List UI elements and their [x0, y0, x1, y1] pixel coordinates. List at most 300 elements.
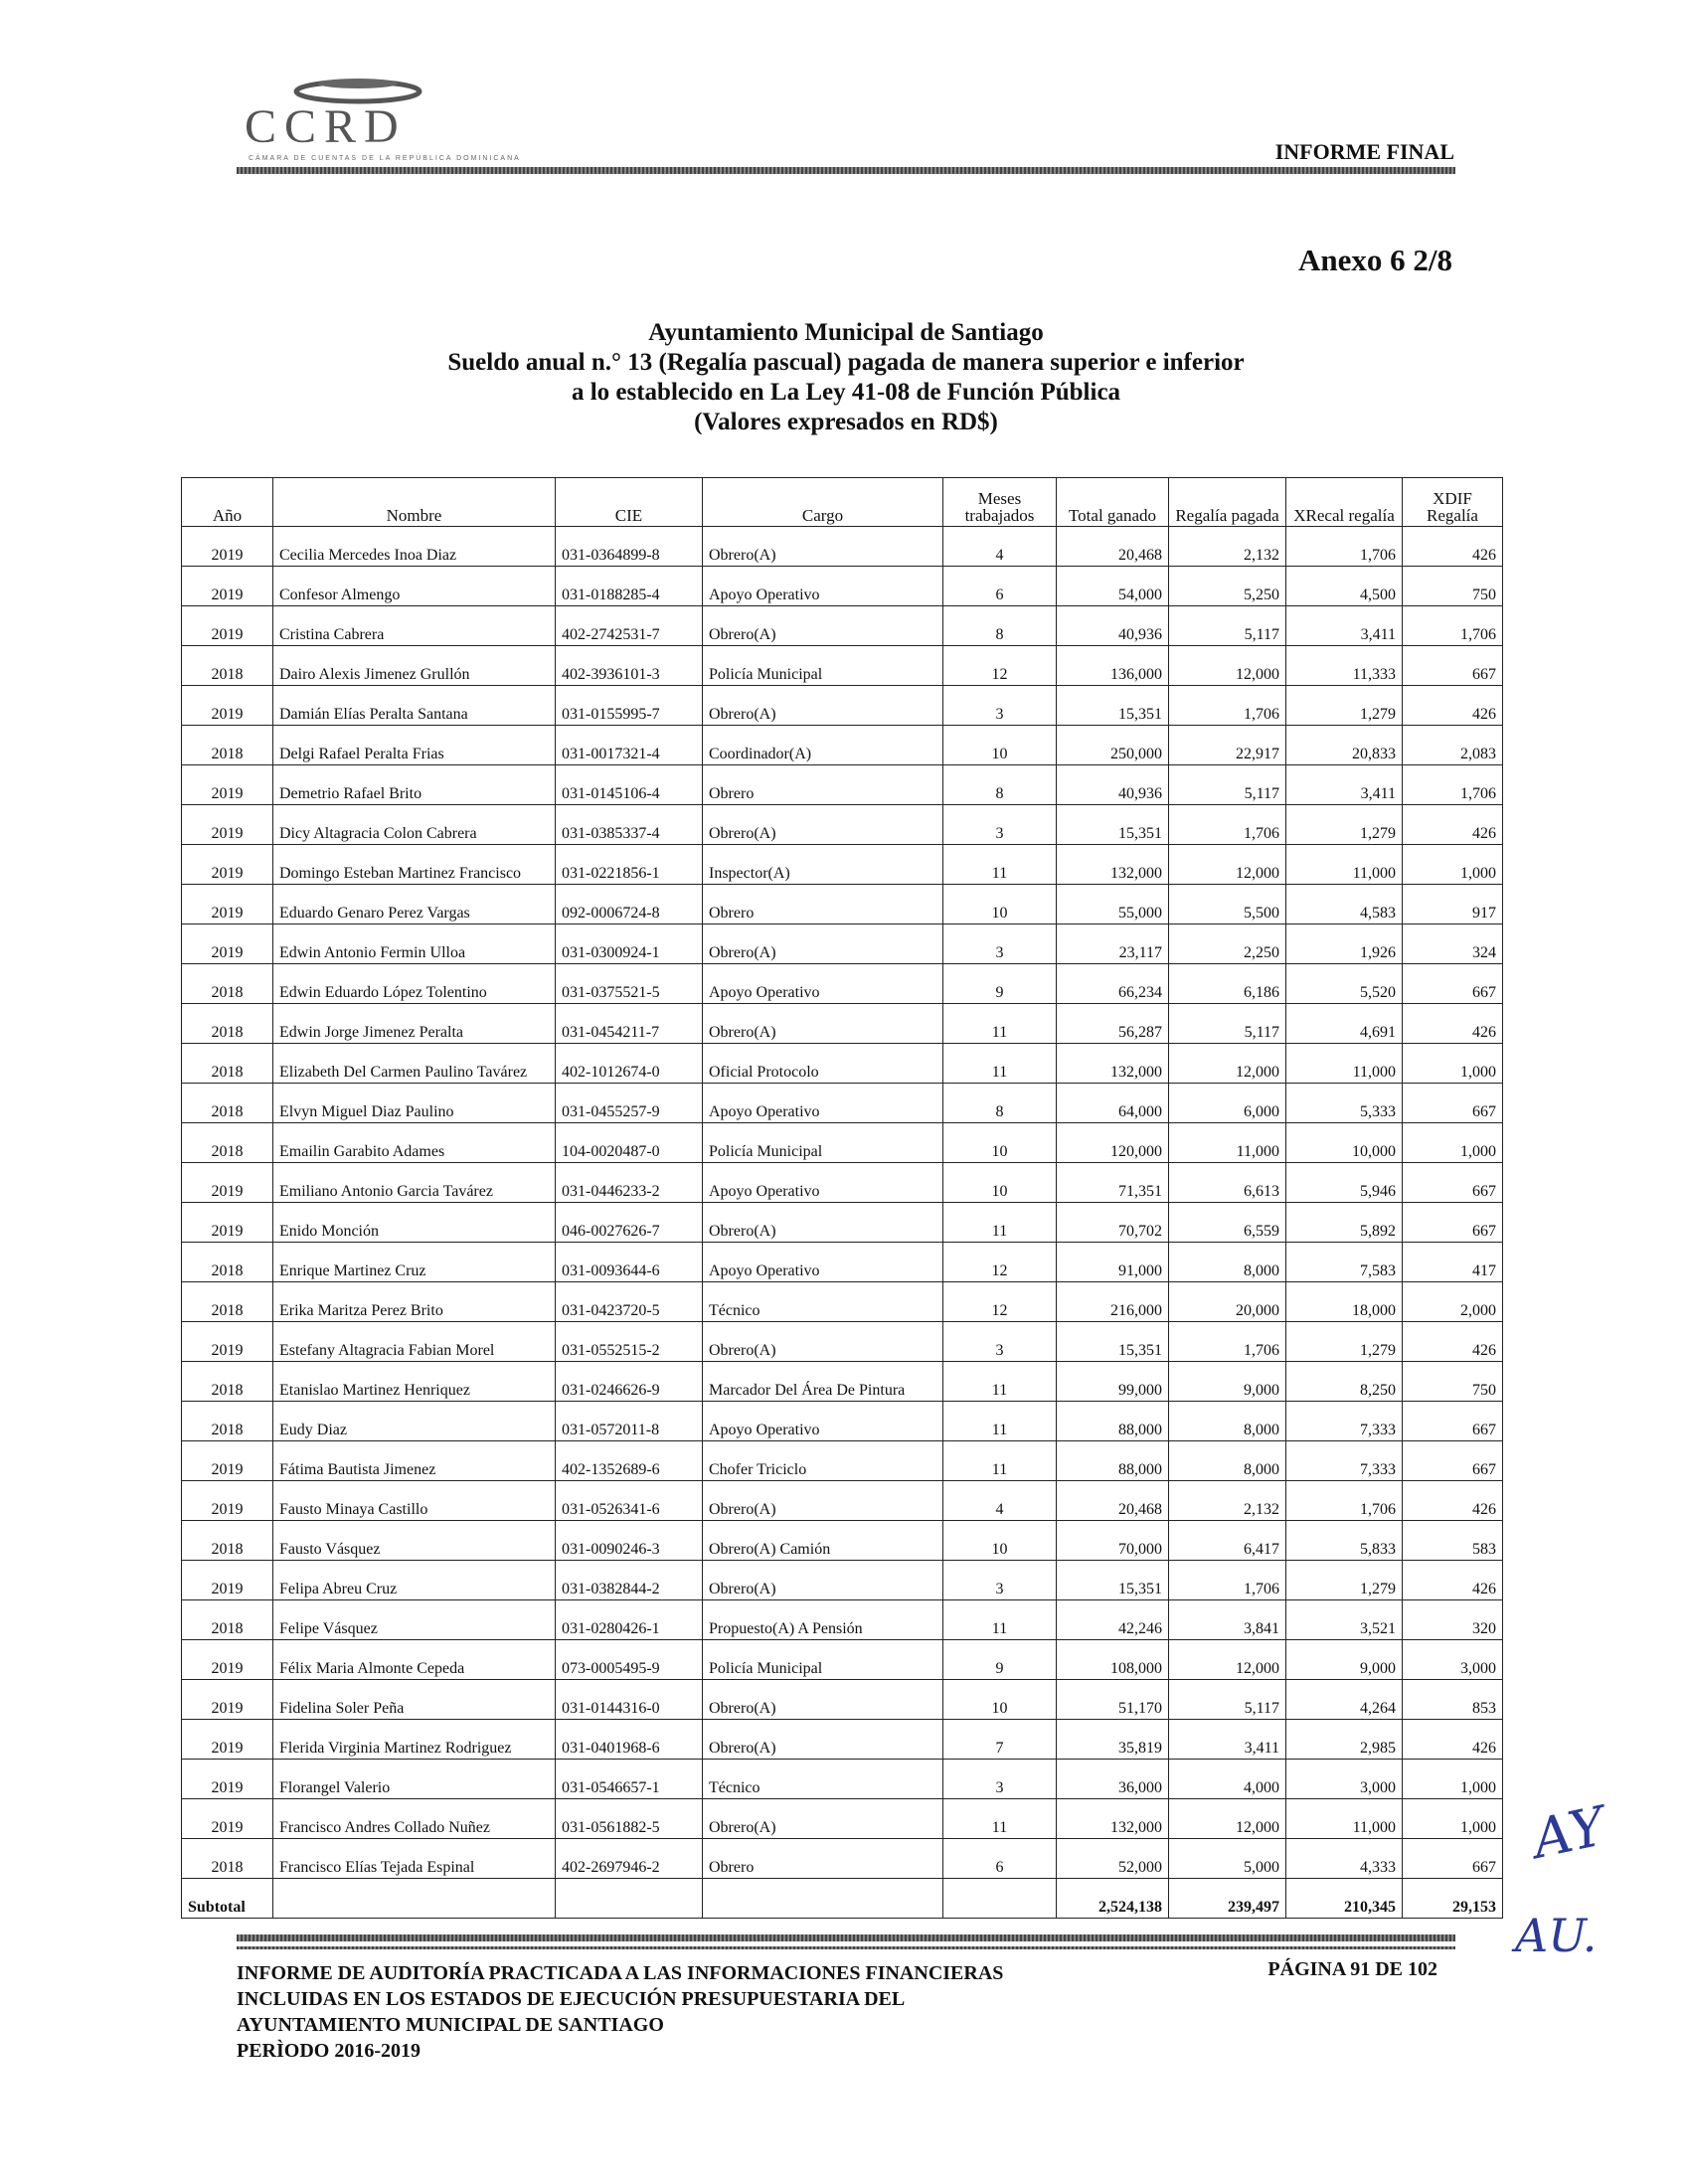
name-cell: Flerida Virginia Martinez Rodriguez	[273, 1720, 556, 1760]
months-cell: 8	[943, 765, 1057, 805]
footer-line: INCLUIDAS EN LOS ESTADOS DE EJECUCIÓN PRESUPUESTARIA DEL	[237, 1988, 906, 2010]
subtotal-xdif: 29,153	[1403, 1879, 1503, 1919]
footer-rule	[237, 1934, 1455, 1941]
xdif-cell: 667	[1403, 646, 1503, 686]
cargo-cell: Obrero	[703, 885, 943, 924]
xrecal-cell: 1,706	[1286, 1481, 1403, 1521]
table-row	[182, 1839, 1503, 1879]
total-ganado-cell: 88,000	[1057, 1402, 1169, 1441]
table-row	[182, 1044, 1503, 1084]
name-cell: Etanislao Martinez Henriquez	[273, 1362, 556, 1402]
cargo-cell: Técnico	[703, 1282, 943, 1322]
table-row	[182, 1481, 1503, 1521]
cargo-cell: Obrero(A)	[703, 1680, 943, 1720]
months-cell: 7	[943, 1720, 1057, 1760]
months-cell: 11	[943, 1044, 1057, 1084]
year-cell: 2019	[182, 1760, 273, 1799]
total-ganado-cell: 15,351	[1057, 1561, 1169, 1600]
months-cell: 11	[943, 1362, 1057, 1402]
name-cell: Edwin Antonio Fermin Ulloa	[273, 924, 556, 964]
col-header: Regalía pagada	[1169, 478, 1286, 527]
cie-cell: 031-0552515-2	[556, 1322, 703, 1362]
xrecal-cell: 4,333	[1286, 1839, 1403, 1879]
months-cell: 12	[943, 646, 1057, 686]
name-cell: Enrique Martinez Cruz	[273, 1243, 556, 1282]
xdif-cell: 1,000	[1403, 1044, 1503, 1084]
name-cell: Florangel Valerio	[273, 1760, 556, 1799]
cie-cell: 031-0093644-6	[556, 1243, 703, 1282]
xdif-cell: 1,000	[1403, 845, 1503, 885]
xrecal-cell: 5,520	[1286, 964, 1403, 1004]
col-header: CIE	[556, 478, 703, 527]
regalia-pagada-cell: 6,613	[1169, 1163, 1286, 1203]
total-ganado-cell: 15,351	[1057, 805, 1169, 845]
total-ganado-cell: 136,000	[1057, 646, 1169, 686]
total-ganado-cell: 70,702	[1057, 1203, 1169, 1243]
year-cell: 2019	[182, 1163, 273, 1203]
year-cell: 2019	[182, 845, 273, 885]
year-cell: 2019	[182, 1799, 273, 1839]
regalia-pagada-cell: 2,132	[1169, 527, 1286, 567]
name-cell: Fausto Vásquez	[273, 1521, 556, 1561]
cargo-cell: Policía Municipal	[703, 1123, 943, 1163]
table-row	[182, 1163, 1503, 1203]
xdif-cell: 320	[1403, 1600, 1503, 1640]
name-cell: Cecilia Mercedes Inoa Diaz	[273, 527, 556, 567]
table-row	[182, 606, 1503, 646]
year-cell: 2018	[182, 1600, 273, 1640]
cie-cell: 031-0144316-0	[556, 1680, 703, 1720]
cie-cell: 031-0423720-5	[556, 1282, 703, 1322]
col-header: Meses trabajados	[943, 478, 1057, 527]
table-row	[182, 1123, 1503, 1163]
total-ganado-cell: 15,351	[1057, 686, 1169, 726]
months-cell: 11	[943, 1441, 1057, 1481]
col-header: Total ganado	[1057, 478, 1169, 527]
col-header: XDIF Regalía	[1403, 478, 1503, 527]
table-row	[182, 1004, 1503, 1044]
table-row	[182, 765, 1503, 805]
table-row	[182, 805, 1503, 845]
table-row	[182, 646, 1503, 686]
name-cell: Demetrio Rafael Brito	[273, 765, 556, 805]
title-line: Sueldo anual n.° 13 (Regalía pascual) pagada de manera superior e inferior	[447, 349, 1245, 376]
table-row	[182, 1084, 1503, 1123]
months-cell: 11	[943, 845, 1057, 885]
col-header: Nombre	[273, 478, 556, 527]
xrecal-cell: 4,500	[1286, 567, 1403, 606]
footer-rule-thin	[237, 1946, 1455, 1949]
months-cell: 10	[943, 726, 1057, 765]
table-row	[182, 1680, 1503, 1720]
col-header: Cargo	[703, 478, 943, 527]
regalia-pagada-cell: 11,000	[1169, 1123, 1286, 1163]
total-ganado-cell: 36,000	[1057, 1760, 1169, 1799]
subtotal-xrecal: 210,345	[1286, 1879, 1403, 1919]
logo-text: CCRD	[245, 100, 407, 153]
regalia-pagada-cell: 12,000	[1169, 1044, 1286, 1084]
year-cell: 2018	[182, 1123, 273, 1163]
months-cell: 11	[943, 1600, 1057, 1640]
xrecal-cell: 7,333	[1286, 1441, 1403, 1481]
regalia-pagada-cell: 12,000	[1169, 845, 1286, 885]
table-row	[182, 1203, 1503, 1243]
xrecal-cell: 4,691	[1286, 1004, 1403, 1044]
cargo-cell: Inspector(A)	[703, 845, 943, 885]
xrecal-cell: 3,411	[1286, 606, 1403, 646]
cie-cell: 031-0382844-2	[556, 1561, 703, 1600]
cargo-cell: Obrero(A)	[703, 1561, 943, 1600]
table-row	[182, 1282, 1503, 1322]
cargo-cell: Apoyo Operativo	[703, 1084, 943, 1123]
cie-cell: 031-0364899-8	[556, 527, 703, 567]
year-cell: 2019	[182, 686, 273, 726]
regalia-pagada-cell: 6,186	[1169, 964, 1286, 1004]
xdif-cell: 917	[1403, 885, 1503, 924]
xdif-cell: 1,000	[1403, 1799, 1503, 1839]
cie-cell: 402-1352689-6	[556, 1441, 703, 1481]
xdif-cell: 426	[1403, 1720, 1503, 1760]
xrecal-cell: 1,706	[1286, 527, 1403, 567]
table-row	[182, 885, 1503, 924]
year-cell: 2018	[182, 1004, 273, 1044]
months-cell: 8	[943, 606, 1057, 646]
months-cell: 10	[943, 1521, 1057, 1561]
table-row	[182, 527, 1503, 567]
table-row	[182, 1799, 1503, 1839]
salary-table	[181, 477, 1503, 1919]
xdif-cell: 426	[1403, 1561, 1503, 1600]
regalia-pagada-cell: 6,559	[1169, 1203, 1286, 1243]
xrecal-cell: 3,521	[1286, 1600, 1403, 1640]
cargo-cell: Apoyo Operativo	[703, 1243, 943, 1282]
year-cell: 2019	[182, 805, 273, 845]
name-cell: Felipa Abreu Cruz	[273, 1561, 556, 1600]
year-cell: 2018	[182, 1362, 273, 1402]
logo-subtitle: CÁMARA DE CUENTAS DE LA REPÚBLICA DOMINICANA	[249, 155, 521, 162]
months-cell: 10	[943, 1163, 1057, 1203]
name-cell: Delgi Rafael Peralta Frias	[273, 726, 556, 765]
regalia-pagada-cell: 9,000	[1169, 1362, 1286, 1402]
cie-cell: 402-3936101-3	[556, 646, 703, 686]
footer-line: PERÌODO 2016-2019	[237, 2040, 421, 2062]
months-cell: 3	[943, 924, 1057, 964]
year-cell: 2018	[182, 726, 273, 765]
total-ganado-cell: 216,000	[1057, 1282, 1169, 1322]
name-cell: Felipe Vásquez	[273, 1600, 556, 1640]
footer-line: AYUNTAMIENTO MUNICIPAL DE SANTIAGO	[237, 2014, 664, 2036]
year-cell: 2019	[182, 1561, 273, 1600]
xdif-cell: 853	[1403, 1680, 1503, 1720]
total-ganado-cell: 20,468	[1057, 527, 1169, 567]
cargo-cell: Oficial Protocolo	[703, 1044, 943, 1084]
cie-cell: 031-0572011-8	[556, 1402, 703, 1441]
xrecal-cell: 1,279	[1286, 1322, 1403, 1362]
cargo-cell: Obrero(A)	[703, 686, 943, 726]
cargo-cell: Propuesto(A) A Pensión	[703, 1600, 943, 1640]
cargo-cell: Obrero(A)	[703, 1004, 943, 1044]
cargo-cell: Técnico	[703, 1760, 943, 1799]
table-row	[182, 1441, 1503, 1481]
regalia-pagada-cell: 6,000	[1169, 1084, 1286, 1123]
total-ganado-cell: 20,468	[1057, 1481, 1169, 1521]
cargo-cell: Coordinador(A)	[703, 726, 943, 765]
total-ganado-cell: 15,351	[1057, 1322, 1169, 1362]
handwritten-initials: AU.	[1515, 1909, 1598, 1962]
xrecal-cell: 11,000	[1286, 1044, 1403, 1084]
cie-cell: 031-0188285-4	[556, 567, 703, 606]
xdif-cell: 426	[1403, 1004, 1503, 1044]
page-number: PÁGINA 91 DE 102	[1267, 1958, 1437, 1980]
cie-cell: 031-0155995-7	[556, 686, 703, 726]
total-ganado-cell: 99,000	[1057, 1362, 1169, 1402]
xdif-cell: 750	[1403, 1362, 1503, 1402]
xdif-cell: 1,000	[1403, 1760, 1503, 1799]
regalia-pagada-cell: 2,250	[1169, 924, 1286, 964]
total-ganado-cell: 91,000	[1057, 1243, 1169, 1282]
table-row	[182, 1760, 1503, 1799]
xdif-cell: 3,000	[1403, 1640, 1503, 1680]
xdif-cell: 1,706	[1403, 765, 1503, 805]
table-row	[182, 1561, 1503, 1600]
table-row	[182, 1521, 1503, 1561]
regalia-pagada-cell: 1,706	[1169, 1322, 1286, 1362]
cie-cell: 031-0300924-1	[556, 924, 703, 964]
ccrd-logo	[239, 70, 521, 169]
year-cell: 2019	[182, 527, 273, 567]
name-cell: Enido Monción	[273, 1203, 556, 1243]
table-row	[182, 845, 1503, 885]
total-ganado-cell: 120,000	[1057, 1123, 1169, 1163]
regalia-pagada-cell: 8,000	[1169, 1243, 1286, 1282]
year-cell: 2018	[182, 964, 273, 1004]
table-header-row	[182, 478, 1503, 527]
regalia-pagada-cell: 22,917	[1169, 726, 1286, 765]
year-cell: 2019	[182, 606, 273, 646]
cie-cell: 031-0561882-5	[556, 1799, 703, 1839]
regalia-pagada-cell: 2,132	[1169, 1481, 1286, 1521]
cie-cell: 031-0017321-4	[556, 726, 703, 765]
year-cell: 2018	[182, 1521, 273, 1561]
xdif-cell: 426	[1403, 1322, 1503, 1362]
subtotal-label: Subtotal	[182, 1879, 273, 1919]
months-cell: 10	[943, 1680, 1057, 1720]
name-cell: Eudy Diaz	[273, 1402, 556, 1441]
cie-cell: 031-0375521-5	[556, 964, 703, 1004]
name-cell: Eduardo Genaro Perez Vargas	[273, 885, 556, 924]
months-cell: 10	[943, 1123, 1057, 1163]
total-ganado-cell: 250,000	[1057, 726, 1169, 765]
table-row	[182, 1600, 1503, 1640]
cargo-cell: Obrero(A)	[703, 1799, 943, 1839]
regalia-pagada-cell: 1,706	[1169, 1561, 1286, 1600]
months-cell: 3	[943, 1561, 1057, 1600]
xdif-cell: 2,000	[1403, 1282, 1503, 1322]
xrecal-cell: 2,985	[1286, 1720, 1403, 1760]
cie-cell: 031-0221856-1	[556, 845, 703, 885]
xrecal-cell: 10,000	[1286, 1123, 1403, 1163]
table-row	[182, 1720, 1503, 1760]
footer-line: INFORME DE AUDITORÍA PRACTICADA A LAS INFORMACIONES FINANCIERAS	[237, 1962, 1004, 1984]
xdif-cell: 1,706	[1403, 606, 1503, 646]
cargo-cell: Obrero(A) Camión	[703, 1521, 943, 1561]
total-ganado-cell: 35,819	[1057, 1720, 1169, 1760]
xrecal-cell: 3,000	[1286, 1760, 1403, 1799]
footer-text	[237, 1960, 1003, 2064]
total-ganado-cell: 132,000	[1057, 1044, 1169, 1084]
name-cell: Dairo Alexis Jimenez Grullón	[273, 646, 556, 686]
xrecal-cell: 5,892	[1286, 1203, 1403, 1243]
subtotal-regalia-pagada: 239,497	[1169, 1879, 1286, 1919]
cie-cell: 031-0246626-9	[556, 1362, 703, 1402]
table-row	[182, 567, 1503, 606]
months-cell: 8	[943, 1084, 1057, 1123]
cargo-cell: Apoyo Operativo	[703, 964, 943, 1004]
regalia-pagada-cell: 1,706	[1169, 686, 1286, 726]
table-row	[182, 726, 1503, 765]
total-ganado-cell: 88,000	[1057, 1441, 1169, 1481]
regalia-pagada-cell: 5,117	[1169, 1004, 1286, 1044]
year-cell: 2018	[182, 1839, 273, 1879]
name-cell: Estefany Altagracia Fabian Morel	[273, 1322, 556, 1362]
regalia-pagada-cell: 8,000	[1169, 1441, 1286, 1481]
name-cell: Dicy Altagracia Colon Cabrera	[273, 805, 556, 845]
xrecal-cell: 7,583	[1286, 1243, 1403, 1282]
months-cell: 9	[943, 964, 1057, 1004]
name-cell: Francisco Andres Collado Nuñez	[273, 1799, 556, 1839]
xdif-cell: 667	[1403, 1441, 1503, 1481]
cargo-cell: Obrero(A)	[703, 805, 943, 845]
xdif-cell: 583	[1403, 1521, 1503, 1561]
xdif-cell: 750	[1403, 567, 1503, 606]
cargo-cell: Obrero(A)	[703, 1322, 943, 1362]
cie-cell: 092-0006724-8	[556, 885, 703, 924]
col-header: Año	[182, 478, 273, 527]
xdif-cell: 426	[1403, 1481, 1503, 1521]
months-cell: 3	[943, 805, 1057, 845]
col-header: XRecal regalía	[1286, 478, 1403, 527]
xdif-cell: 667	[1403, 1084, 1503, 1123]
total-ganado-cell: 64,000	[1057, 1084, 1169, 1123]
document-titles	[237, 318, 1455, 437]
cargo-cell: Apoyo Operativo	[703, 1402, 943, 1441]
regalia-pagada-cell: 5,500	[1169, 885, 1286, 924]
cie-cell: 402-1012674-0	[556, 1044, 703, 1084]
months-cell: 3	[943, 1760, 1057, 1799]
handwritten-initials: AY	[1527, 1794, 1611, 1871]
regalia-pagada-cell: 5,000	[1169, 1839, 1286, 1879]
months-cell: 11	[943, 1402, 1057, 1441]
regalia-pagada-cell: 5,117	[1169, 1680, 1286, 1720]
regalia-pagada-cell: 3,411	[1169, 1720, 1286, 1760]
name-cell: Félix Maria Almonte Cepeda	[273, 1640, 556, 1680]
xrecal-cell: 1,926	[1286, 924, 1403, 964]
year-cell: 2019	[182, 885, 273, 924]
year-cell: 2019	[182, 1720, 273, 1760]
name-cell: Fausto Minaya Castillo	[273, 1481, 556, 1521]
xdif-cell: 2,083	[1403, 726, 1503, 765]
table-row	[182, 1243, 1503, 1282]
cargo-cell: Obrero(A)	[703, 1481, 943, 1521]
xrecal-cell: 7,333	[1286, 1402, 1403, 1441]
xrecal-cell: 11,333	[1286, 646, 1403, 686]
months-cell: 9	[943, 1640, 1057, 1680]
cie-cell: 031-0145106-4	[556, 765, 703, 805]
regalia-pagada-cell: 5,117	[1169, 606, 1286, 646]
year-cell: 2019	[182, 924, 273, 964]
regalia-pagada-cell: 5,250	[1169, 567, 1286, 606]
name-cell: Fátima Bautista Jimenez	[273, 1441, 556, 1481]
months-cell: 10	[943, 885, 1057, 924]
cargo-cell: Obrero(A)	[703, 924, 943, 964]
xdif-cell: 1,000	[1403, 1123, 1503, 1163]
year-cell: 2019	[182, 1640, 273, 1680]
total-ganado-cell: 71,351	[1057, 1163, 1169, 1203]
regalia-pagada-cell: 12,000	[1169, 646, 1286, 686]
year-cell: 2019	[182, 765, 273, 805]
name-cell: Cristina Cabrera	[273, 606, 556, 646]
cie-cell: 031-0455257-9	[556, 1084, 703, 1123]
name-cell: Francisco Elías Tejada Espinal	[273, 1839, 556, 1879]
cargo-cell: Obrero(A)	[703, 1720, 943, 1760]
year-cell: 2018	[182, 1282, 273, 1322]
xrecal-cell: 4,583	[1286, 885, 1403, 924]
name-cell: Edwin Jorge Jimenez Peralta	[273, 1004, 556, 1044]
subtotal-total-ganado: 2,524,138	[1057, 1879, 1169, 1919]
year-cell: 2018	[182, 646, 273, 686]
cargo-cell: Apoyo Operativo	[703, 567, 943, 606]
cie-cell: 031-0526341-6	[556, 1481, 703, 1521]
year-cell: 2019	[182, 567, 273, 606]
months-cell: 4	[943, 1481, 1057, 1521]
title-line: (Valores expresados en RD$)	[694, 409, 998, 435]
months-cell: 6	[943, 1839, 1057, 1879]
xrecal-cell: 9,000	[1286, 1640, 1403, 1680]
xdif-cell: 426	[1403, 686, 1503, 726]
regalia-pagada-cell: 5,117	[1169, 765, 1286, 805]
xrecal-cell: 11,000	[1286, 845, 1403, 885]
cie-cell: 402-2697946-2	[556, 1839, 703, 1879]
months-cell: 11	[943, 1799, 1057, 1839]
xdif-cell: 667	[1403, 1839, 1503, 1879]
xrecal-cell: 1,279	[1286, 686, 1403, 726]
regalia-pagada-cell: 12,000	[1169, 1640, 1286, 1680]
name-cell: Elvyn Miguel Diaz Paulino	[273, 1084, 556, 1123]
report-label: INFORME FINAL	[1274, 139, 1454, 164]
xrecal-cell: 20,833	[1286, 726, 1403, 765]
total-ganado-cell: 132,000	[1057, 1799, 1169, 1839]
cie-cell: 031-0090246-3	[556, 1521, 703, 1561]
year-cell: 2018	[182, 1402, 273, 1441]
name-cell: Domingo Esteban Martinez Francisco	[273, 845, 556, 885]
cie-cell: 046-0027626-7	[556, 1203, 703, 1243]
name-cell: Confesor Almengo	[273, 567, 556, 606]
cie-cell: 031-0454211-7	[556, 1004, 703, 1044]
cie-cell: 031-0385337-4	[556, 805, 703, 845]
cie-cell: 031-0401968-6	[556, 1720, 703, 1760]
year-cell: 2019	[182, 1322, 273, 1362]
xdif-cell: 667	[1403, 1203, 1503, 1243]
cargo-cell: Obrero(A)	[703, 527, 943, 567]
total-ganado-cell: 40,936	[1057, 606, 1169, 646]
table-row	[182, 1362, 1503, 1402]
months-cell: 12	[943, 1282, 1057, 1322]
total-ganado-cell: 56,287	[1057, 1004, 1169, 1044]
regalia-pagada-cell: 8,000	[1169, 1402, 1286, 1441]
total-ganado-cell: 52,000	[1057, 1839, 1169, 1879]
table-row	[182, 1322, 1503, 1362]
cargo-cell: Policía Municipal	[703, 646, 943, 686]
